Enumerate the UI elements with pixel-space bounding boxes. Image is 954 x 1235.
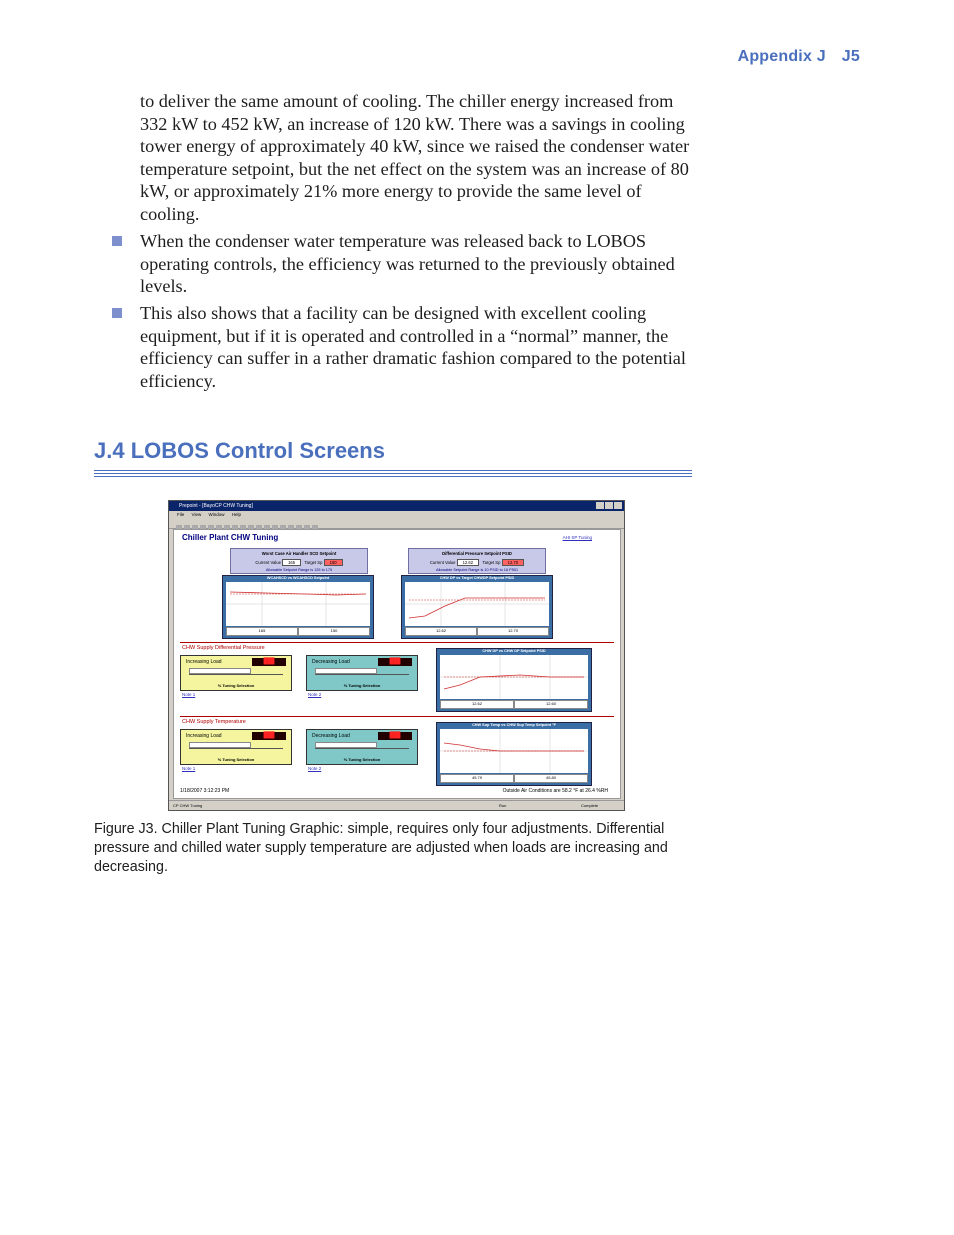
menu-view: View (191, 512, 202, 517)
chart-title: CHW DP vs Target CHWDP Setpoint PSID (439, 576, 515, 580)
slider-scale (315, 674, 409, 675)
trend-chart (436, 722, 592, 786)
minimize-icon (596, 502, 604, 509)
trend-chart (436, 648, 592, 712)
figure-caption: Figure J3. Chiller Plant Tuning Graphic: simple, requires only four adjustments. Differential pressure and chilled water supply temperature are adjusted when loads are increasing and decreasing. (94, 821, 668, 875)
bullet-square-icon (112, 236, 122, 246)
tuning-selection-label: % Tuning Selection (343, 683, 381, 688)
bullet-item (112, 302, 702, 392)
slider-scale (189, 674, 283, 675)
section-rule (94, 473, 692, 474)
close-icon (614, 502, 622, 509)
decreasing-load-panel (306, 655, 418, 691)
outside-air-conditions: Outside Air Conditions are 58.2 °F at 26.4 %RH (502, 788, 608, 794)
tuning-selection-label: % Tuning Selection (217, 683, 255, 688)
decreasing-load-panel (306, 729, 418, 765)
digital-readout: ███ (378, 658, 412, 666)
section-title: J.4 LOBOS Control Screens (94, 438, 385, 463)
chart-plot (440, 729, 588, 773)
setpoint-range: Allowable Setpoint Range is 125 to 175 (265, 568, 333, 572)
chart-legend (405, 627, 549, 636)
digital-readout: ███ (252, 658, 286, 666)
target-value: 150 (324, 559, 343, 566)
digital-readout: ███ (252, 732, 286, 740)
increasing-load-panel (180, 729, 292, 765)
bullet-item (112, 230, 702, 298)
figure-screenshot (168, 500, 625, 811)
bullet-text: This also shows that a facility can be designed with excellent cooling equipment, but if it is operated and controlled in a “normal” manner, the efficiency can suffer in a rather dramatic fashion compared to the potential efficiency. (140, 303, 687, 391)
digital-readout: ███ (378, 732, 412, 740)
note-2-link: Note 2 (308, 766, 322, 771)
ahu-sp-tuning-link: AHI SP Tuning (562, 535, 592, 540)
toolbar (169, 519, 624, 529)
setpoint-range: Allowable Setpoint Range is 10 PSID to 18 PSID (436, 568, 518, 572)
screen-content (173, 529, 621, 799)
tuning-selection-label: % Tuning Selection (343, 757, 381, 762)
current-value: 12.62 (457, 559, 479, 566)
legend-value: 12.60 (514, 700, 588, 709)
header-section: Appendix J (737, 48, 826, 65)
legend-value: 12.62 (405, 627, 477, 636)
setpoint-title: Worst Case Air Handler SCD Setpoint (261, 551, 337, 556)
legend-value: 12.70 (477, 627, 549, 636)
setpoint-title: Differential Pressure Setpoint PSID (442, 551, 512, 556)
menu-help: Help (231, 512, 242, 517)
body-paragraph: to deliver the same amount of cooling. The chiller energy increased from 332 kW to 452 kW, an increase of 120 kW. There was a savings in cooling tower energy of approximately 40 kW, since we raised the condenser water temperature setpoint, but the net effect on the system was an increase of 80 kW, or approximately 21% more energy to provide the same level of cooling. (140, 91, 690, 224)
window-titlebar (169, 501, 624, 511)
window-controls (595, 502, 622, 513)
chart-legend (440, 700, 588, 709)
menu-file: File (177, 512, 185, 517)
menu-bar (169, 511, 624, 519)
chart-plot (440, 655, 588, 699)
chart-title: CHW DP vs CHW DP Setpoint PSID (482, 649, 546, 653)
chart-legend (226, 627, 370, 636)
target-value: 12.70 (502, 559, 524, 566)
slider-scale (315, 748, 409, 749)
setpoint-box-scd (230, 548, 368, 574)
status-complete: Complete (581, 803, 599, 808)
current-label: Current Value (429, 560, 456, 565)
bullet-square-icon (112, 308, 122, 318)
section-label-dp: CHW Supply Differential Pressure (182, 645, 265, 651)
section-rule (94, 476, 692, 477)
timestamp: 1/18/2007 3:12:23 PM (180, 788, 230, 794)
chart-plot (405, 582, 549, 626)
setpoint-box-dp (408, 548, 546, 574)
chart-title: CHW Sup Temp vs CHW Sup Temp Setpoint °F (472, 723, 556, 727)
legend-value: 150 (298, 627, 370, 636)
panel-label: Decreasing Load (312, 733, 350, 739)
panel-label: Decreasing Load (312, 659, 350, 665)
chart-plot (226, 582, 370, 626)
target-label: Target Sp (482, 560, 501, 565)
slider-scale (189, 748, 283, 749)
status-bar (169, 800, 624, 810)
note-2-link: Note 2 (308, 692, 322, 697)
chart-legend (440, 774, 588, 783)
trend-chart (222, 575, 374, 639)
legend-value: 45.80 (514, 774, 588, 783)
panel-label: Increasing Load (186, 659, 222, 665)
note-1-link: Note 1 (182, 692, 196, 697)
maximize-icon (605, 502, 613, 509)
section-label-temp: CHW Supply Temperature (182, 719, 246, 725)
status-run: Run (499, 803, 507, 808)
current-value: 165 (282, 559, 301, 566)
legend-value: 45.79 (440, 774, 514, 783)
taskbar-item: CP CHW Tuning (173, 803, 203, 808)
page-number: J5 (841, 48, 860, 65)
note-1-link: Note 1 (182, 766, 196, 771)
tuning-selection-label: % Tuning Selection (217, 757, 255, 762)
legend-value: 165 (226, 627, 298, 636)
section-rule (94, 470, 692, 471)
legend-value: 12.62 (440, 700, 514, 709)
increasing-load-panel (180, 655, 292, 691)
target-label: Target Sp (304, 560, 323, 565)
section-divider (180, 716, 614, 717)
trend-chart (401, 575, 553, 639)
section-divider (180, 642, 614, 643)
window-title: Prepoint - [BayoCP CHW Tuning] (179, 503, 253, 509)
bullet-text: When the condenser water temperature was released back to LOBOS operating controls, the efficiency was returned to the previously obtained levels. (140, 231, 675, 296)
current-label: Current Value (255, 560, 281, 565)
menu-window: Window (208, 512, 225, 517)
chart-title: WCAHSCD vs WCAHSCD Setpoint (266, 576, 330, 580)
running-header (738, 48, 860, 66)
screen-title: Chiller Plant CHW Tuning (182, 533, 279, 542)
panel-label: Increasing Load (186, 733, 222, 739)
